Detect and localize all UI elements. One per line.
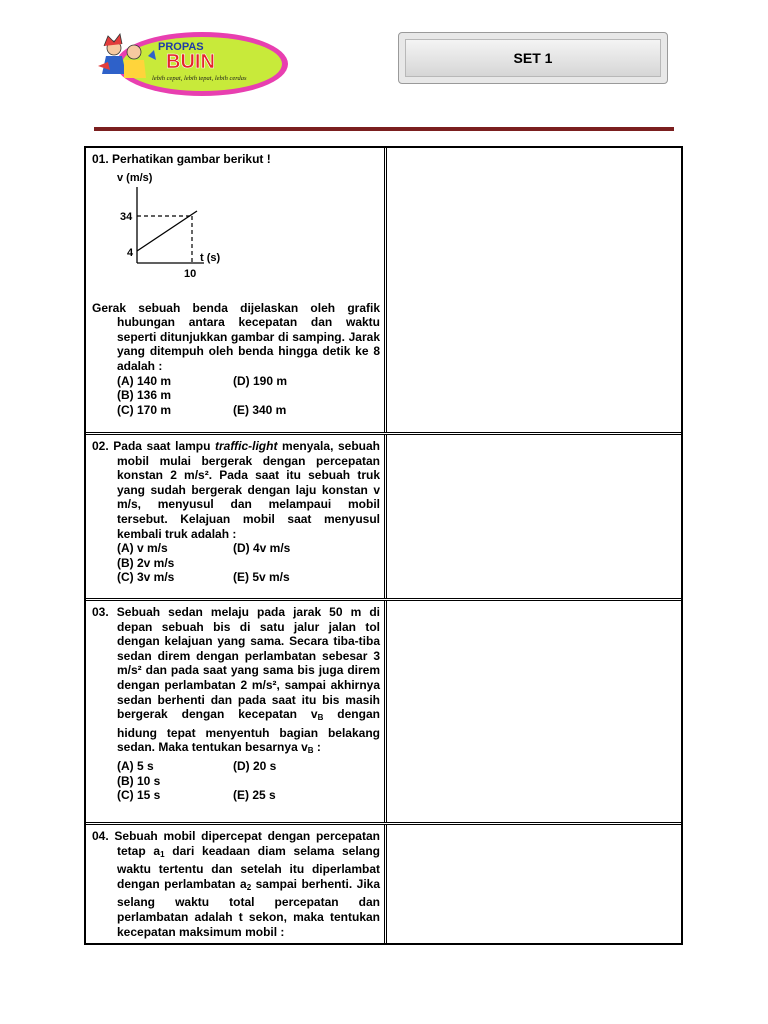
question-2-text: 02. Pada saat lampu traffic-light menyala, sebuah mobil mulai bergerak dengan percepatan konstan 2 m/s². Pada saat itu sebuah truk yang sudah bergerak dengan laju konstan v m/s, menyusul dan melampaui mobil tersebut. Kelajuan mobil saat menyusul kembali truk adalah : xyxy=(92,439,380,541)
header-divider xyxy=(94,127,674,131)
option-3b[interactable]: (B) 10 s xyxy=(117,773,161,788)
question-2-options xyxy=(92,541,380,585)
option-2c[interactable]: (C) 3v m/s xyxy=(117,570,175,585)
option-1a[interactable]: (A) 140 m xyxy=(117,373,172,388)
question-number-2: 02. xyxy=(92,439,109,453)
question-sheet xyxy=(84,146,683,945)
option-1e[interactable]: (E) 340 m xyxy=(233,402,287,417)
graph-tick-4: 4 xyxy=(127,246,134,259)
question-cell-3 xyxy=(86,601,387,822)
graph-velocity-line xyxy=(137,211,197,251)
velocity-time-graph xyxy=(92,169,380,279)
question-1-options xyxy=(92,374,380,418)
option-2b[interactable]: (B) 2v m/s xyxy=(117,555,175,570)
traffic-light-term: traffic-light xyxy=(215,439,278,453)
question-1-body: Gerak sebuah benda dijelaskan oleh grafik hubungan antara kecepatan dan waktu seperti ditunjukkan gambar di samping. Jarak yang ditempuh oleh benda hingga detik ke 8 adalah : xyxy=(92,300,380,373)
question-number-3: 03. xyxy=(92,605,109,619)
question-1-lead: Perhatikan gambar berikut ! xyxy=(112,152,271,166)
option-3e[interactable]: (E) 25 s xyxy=(233,788,276,803)
set-badge xyxy=(398,32,668,84)
graph-y-label: v (m/s) xyxy=(117,171,153,184)
logo-text-top: PROPAS xyxy=(158,41,204,53)
propas-buin-logo xyxy=(94,26,290,98)
option-2a[interactable]: (A) v m/s xyxy=(117,541,168,556)
question-4-text: 04. Sebuah mobil dipercepat dengan percepatan tetap $a_1$ dari keadaan diam selama selang waktu tertentu dan setelah itu diperlambat dengan perlambatan $a_2$ sampai berhenti. Jika selang waktu total percepatan dan perlambatan adalah t sekon, maka tentukan kecepatan maksimum mobil : xyxy=(92,829,380,939)
option-3a[interactable]: (A) 5 s xyxy=(117,758,154,773)
question-cell-1 xyxy=(86,148,387,432)
graph-tick-10: 10 xyxy=(184,267,197,279)
answer-cell-3[interactable] xyxy=(387,601,681,822)
option-1b[interactable]: (B) 136 m xyxy=(117,388,172,403)
option-2d[interactable]: (D) 4v m/s xyxy=(233,541,291,556)
question-row-4 xyxy=(86,825,681,943)
logo-tagline: lebih cepat, lebih tepat, lebih cerdas xyxy=(152,75,247,82)
question-3-text: 03. Sebuah sedan melaju pada jarak 50 m di depan sebuah bis di satu jalur jalan tol dengan kelajuan yang sama. Secara tiba-tiba sedan direm dengan perlambatan sebesar 3 m/s² dan pada saat yang sama bis juga direm dengan perlambatan 2 m/s², sampai akhirnya sedan berhenti dan pada saat itu bis masih bergerak dengan kecepatan $v_B$ dengan hidung tepat menyentuh bagian belakang sedan. Maka tentukan besarnya $v_B$ : xyxy=(92,605,380,756)
question-row-1 xyxy=(86,148,681,432)
question-cell-4 xyxy=(86,825,387,943)
graph-tick-34: 34 xyxy=(120,210,133,223)
set-label: SET 1 xyxy=(405,39,661,77)
answer-cell-1[interactable] xyxy=(387,148,681,432)
answer-cell-2[interactable] xyxy=(387,435,681,598)
graph-x-label: t (s) xyxy=(200,251,221,264)
logo-text-main: BUIN xyxy=(166,51,215,73)
question-number-4: 04. xyxy=(92,829,109,843)
option-2e[interactable]: (E) 5v m/s xyxy=(233,570,290,585)
question-row-2 xyxy=(86,435,681,598)
option-1d[interactable]: (D) 190 m xyxy=(233,373,288,388)
question-row-3 xyxy=(86,601,681,822)
option-3d[interactable]: (D) 20 s xyxy=(233,758,277,773)
question-3-options xyxy=(92,759,380,803)
answer-cell-4[interactable] xyxy=(387,825,681,943)
option-3c[interactable]: (C) 15 s xyxy=(117,788,161,803)
question-cell-2 xyxy=(86,435,387,598)
option-1c[interactable]: (C) 170 m xyxy=(117,402,172,417)
question-number-1: 01. xyxy=(92,152,109,166)
